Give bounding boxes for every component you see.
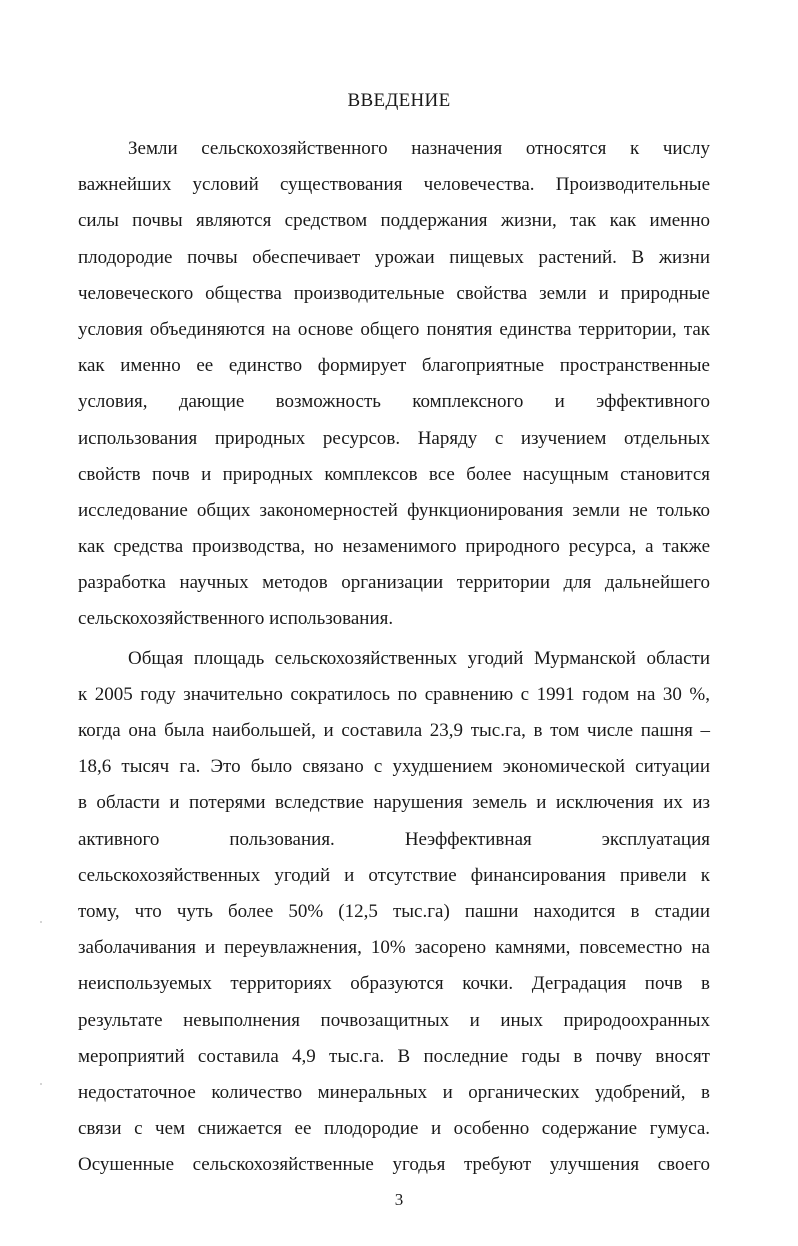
body-text bbox=[78, 131, 710, 1183]
text-line: как средства производства, но незаменимого природного ресурса, а также bbox=[78, 536, 710, 558]
page-number: 3 bbox=[394, 1190, 404, 1209]
text-line: Земли сельскохозяйственного назначения относятся к числу bbox=[128, 138, 710, 159]
text-line: свойств почв и природных комплексов все более насущным становится bbox=[78, 463, 710, 485]
text-line: сельскохозяйственного использования. bbox=[78, 608, 394, 630]
paragraph-2 bbox=[78, 641, 710, 1184]
text-line: условия, дающие возможность комплексного и эффективного bbox=[78, 391, 710, 413]
text-line: условия объединяются на основе общего понятия единства территории, так bbox=[78, 318, 710, 340]
scan-speck bbox=[40, 921, 42, 923]
text-line: разработка научных методов организации территории для дальнейшего bbox=[78, 572, 710, 594]
scan-speck bbox=[40, 1083, 42, 1085]
text-line: плодородие почвы обеспечивает урожаи пищевых растений. В жизни bbox=[78, 246, 710, 268]
text-line: тому, что чуть более 50% (12,5 тыс.га) пашни находится в стадии bbox=[78, 900, 710, 922]
text-line: как именно ее единство формирует благоприятные пространственные bbox=[78, 355, 710, 377]
text-line: активного пользования. Неэффективная эксплуатация bbox=[78, 828, 710, 850]
text-line: мероприятий составила 4,9 тыс.га. В последние годы в почву вносят bbox=[78, 1045, 710, 1067]
text-line: недостаточное количество минеральных и органических удобрений, в bbox=[78, 1081, 710, 1103]
paragraph-1 bbox=[78, 131, 710, 638]
text-line: силы почвы являются средством поддержания жизни, так как именно bbox=[78, 210, 710, 232]
text-line: Общая площадь сельскохозяйственных угодий Мурманской области bbox=[128, 647, 710, 669]
text-line: использования природных ресурсов. Наряду с изучением отдельных bbox=[78, 427, 710, 449]
text-line: человеческого общества производительные свойства земли и природные bbox=[78, 282, 710, 304]
text-line: результате невыполнения почвозащитных и иных природоохранных bbox=[78, 1009, 710, 1031]
page-title: ВВЕДЕНИЕ bbox=[347, 90, 451, 111]
text-line: сельскохозяйственных угодий и отсутствие финансирования привели к bbox=[78, 864, 710, 886]
text-line: к 2005 году значительно сократилось по сравнению с 1991 годом на 30 %, bbox=[78, 683, 710, 705]
text-line: заболачивания и переувлажнения, 10% засорено камнями, повсеместно на bbox=[78, 937, 710, 959]
text-line: когда она была наибольшей, и составила 23,9 тыс.га, в том числе пашня – bbox=[78, 720, 710, 741]
text-line: неиспользуемых территориях образуются кочки. Деградация почв в bbox=[78, 973, 710, 995]
text-line: важнейших условий существования человечества. Производительные bbox=[78, 174, 710, 196]
text-line: 18,6 тысяч га. Это было связано с ухудшением экономической ситуации bbox=[78, 756, 710, 778]
text-line: в области и потерями вследствие нарушения земель и исключения их из bbox=[78, 792, 710, 814]
text-line: исследование общих закономерностей функционирования земли не только bbox=[78, 499, 710, 521]
text-line: связи с чем снижается ее плодородие и особенно содержание гумуса. bbox=[78, 1118, 710, 1140]
text-line: Осушенные сельскохозяйственные угодья требуют улучшения своего bbox=[78, 1154, 710, 1176]
